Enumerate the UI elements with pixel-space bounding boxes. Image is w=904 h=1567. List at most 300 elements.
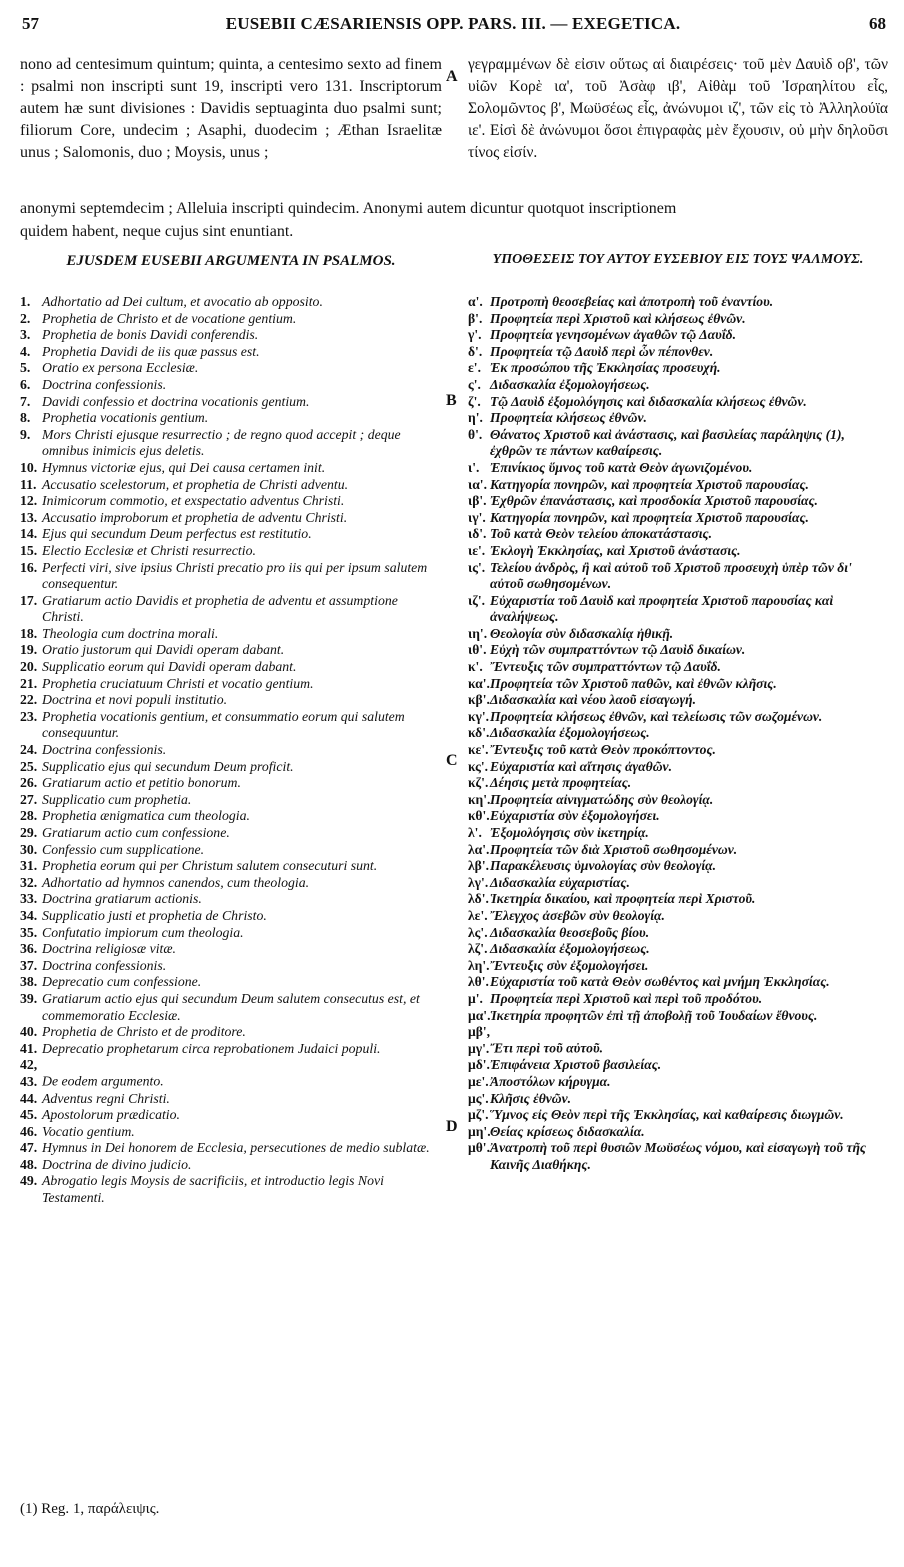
argument-item xyxy=(20,825,442,842)
margin-marker-a: A xyxy=(446,68,458,85)
argument-text: Τοῦ κατὰ Θεὸν τελείου ἀποκατάστασις. xyxy=(490,526,712,542)
argument-number: μζ'. xyxy=(468,1107,489,1123)
argument-item xyxy=(20,958,442,975)
argument-number: λβ'. xyxy=(468,858,490,874)
argument-item xyxy=(20,543,442,560)
argument-text: Διδασκαλία εὐχαριστίας. xyxy=(490,874,630,890)
argument-text: Εὐχαριστία τοῦ κατὰ Θεὸν σωθέντος καὶ μνήμη Ἐκκλησίας. xyxy=(490,974,830,990)
argument-number: θ'. xyxy=(468,426,483,442)
argument-item xyxy=(20,344,442,361)
argument-number: 38. xyxy=(20,974,38,990)
argument-item xyxy=(468,692,888,709)
argument-number: κδ'. xyxy=(468,725,490,741)
argument-text: Adhortatio ad hymnos canendos, cum theologia. xyxy=(42,874,310,890)
argument-text: Adventus regni Christi. xyxy=(42,1090,170,1106)
argument-number: μη'. xyxy=(468,1123,491,1139)
latin-section-heading: EJUSDEM EUSEBII ARGUMENTA IN PSALMOS. xyxy=(66,253,396,269)
argument-number: κε'. xyxy=(468,742,489,758)
argument-text: Ἔτι περὶ τοῦ αὐτοῦ. xyxy=(490,1040,603,1056)
intro-full-line: anonymi septemdecim ; Alleluia inscripti quindecim. Anonymi autem dicuntur quotquot inscriptionem xyxy=(20,200,677,217)
argument-number: λδ'. xyxy=(468,891,489,907)
argument-item xyxy=(468,991,888,1008)
argument-item xyxy=(468,676,888,693)
argument-number: 11. xyxy=(20,476,37,492)
argument-item xyxy=(468,1008,888,1025)
argument-number: 18. xyxy=(20,625,38,641)
header-title: EUSEBII CÆSARIENSIS OPP. PARS. III. — EXEGETICA. xyxy=(225,14,681,33)
argument-item xyxy=(468,1024,888,1057)
argument-number: μθ'. xyxy=(468,1140,490,1156)
argument-text: Abrogatio legis Moysis de sacrificiis, et introductio legis Novi Testamenti. xyxy=(42,1173,384,1206)
argument-text: Prophetia vocationis gentium, et consummatio eorum qui salutem consequuntur. xyxy=(42,708,405,741)
argument-item xyxy=(468,1057,888,1074)
argument-text: Προφητεία περὶ Χριστοῦ καὶ περὶ τοῦ προδότου. xyxy=(490,990,763,1006)
argument-text: Doctrina religiosæ vitæ. xyxy=(42,941,177,957)
greek-section-heading-wrap xyxy=(468,251,888,268)
argument-text: Prophetia de bonis Davidi conferendis. xyxy=(42,327,259,343)
argument-text: Κλῆσις ἐθνῶν. xyxy=(490,1090,572,1106)
argument-item xyxy=(20,327,442,344)
argument-item xyxy=(468,311,888,328)
intro-latin: nono ad centesimum quintum; quinta, a centesimo sexto ad finem : psalmi non inscripti sunt 19, inscripti vero 131. Inscriptorum autem hæ sunt divisiones : Davidis septuaginta duo psalmi sunt; filiorum Core, undecim ; Asaphi, duodecim ; Æthan Israelitæ unus ; Salomonis, duo ; Moysis, unus ; xyxy=(20,56,442,161)
argument-item xyxy=(468,360,888,377)
argument-number: ι'. xyxy=(468,459,480,475)
argument-number: 16. xyxy=(20,559,38,575)
argument-number: κα'. xyxy=(468,675,490,691)
argument-item xyxy=(20,692,442,709)
greek-arguments xyxy=(468,294,888,1173)
argument-text: Accusatio improborum et prophetia de adventu Christi. xyxy=(42,509,348,525)
argument-number: 2. xyxy=(20,310,31,326)
argument-number: 9. xyxy=(20,426,31,442)
argument-item xyxy=(468,1124,888,1141)
argument-text: Ἔντευξις σὺν ἐξομολογήσει. xyxy=(490,957,649,973)
argument-text: Doctrina confessionis. xyxy=(42,376,167,392)
argument-number: α'. xyxy=(468,294,483,309)
argument-text: Ἔντευξις τῶν συμπραττόντων τῷ Δαυΐδ. xyxy=(490,659,721,675)
argument-item xyxy=(468,593,888,626)
argument-item xyxy=(468,725,888,742)
argument-text: Doctrina et novi populi institutio. xyxy=(42,692,228,708)
argument-item xyxy=(468,709,888,726)
argument-item xyxy=(20,311,442,328)
argument-item xyxy=(20,842,442,859)
argument-item xyxy=(20,908,442,925)
argument-number: 32. xyxy=(20,874,38,890)
argument-text: Davidi confessio et doctrina vocationis gentium. xyxy=(42,393,310,409)
argument-number: 12. xyxy=(20,493,38,509)
argument-number: 13. xyxy=(20,509,38,525)
argument-text: Electio Ecclesiæ et Christi resurrectio. xyxy=(42,542,256,558)
argument-text: Prophetia eorum qui per Christum salutem consecuturi sunt. xyxy=(42,858,378,874)
argument-text: Supplicatio justi et prophetia de Christo. xyxy=(42,907,267,923)
intro-last-line: quidem habent, neque cujus sint enuntiant. xyxy=(20,223,294,240)
argument-number: 4. xyxy=(20,343,31,359)
argument-text: Deprecatio prophetarum circa reprobationem Judaici populi. xyxy=(42,1040,381,1056)
argument-number: δ'. xyxy=(468,343,483,359)
argument-item xyxy=(468,1140,888,1173)
argument-number: ιη'. xyxy=(468,625,488,641)
argument-text: Ἀνατροπὴ τοῦ περὶ θυσιῶν Μωϋσέως νόμου, καὶ εἰσαγωγὴ τοῦ τῆς Καινῆς Διαθήκης. xyxy=(490,1140,866,1172)
argument-item xyxy=(468,1107,888,1124)
argument-text: Gratiarum actio et petitio bonorum. xyxy=(42,775,241,791)
argument-number: 6. xyxy=(20,376,31,392)
argument-text: Apostolorum prædicatio. xyxy=(42,1107,180,1123)
argument-item xyxy=(468,908,888,925)
argument-text: Gratiarum actio Davidis et prophetia de adventu et assumptione Christi. xyxy=(42,592,398,625)
argument-text: Prophetia vocationis gentium. xyxy=(42,410,209,426)
argument-item xyxy=(20,410,442,427)
argument-item xyxy=(20,1157,442,1174)
argument-number: η'. xyxy=(468,410,483,426)
argument-text: Προφητεία κλήσεως ἐθνῶν, καὶ τελείωσις τῶν σωζομένων. xyxy=(490,708,823,724)
argument-item xyxy=(20,1024,442,1041)
argument-number: 39. xyxy=(20,990,38,1006)
argument-text: Doctrina confessionis. xyxy=(42,957,167,973)
argument-number: ια'. xyxy=(468,476,487,492)
argument-item xyxy=(468,377,888,394)
argument-text: Ἐκ προσώπου τῆς Ἐκκλησίας προσευχή. xyxy=(490,360,721,376)
argument-text: Gratiarum actio cum confessione. xyxy=(42,825,230,840)
argument-number: 47. xyxy=(20,1140,38,1156)
argument-number: 22. xyxy=(20,692,38,708)
argument-text: Θάνατος Χριστοῦ καὶ ἀνάστασις, καὶ βασιλείας παράληψις (1), ἐχθρῶν τε πάντων καθαίρεσις. xyxy=(490,426,845,459)
argument-number: 28. xyxy=(20,808,38,824)
argument-number: 29. xyxy=(20,825,38,840)
argument-number: 46. xyxy=(20,1123,38,1139)
argument-item xyxy=(20,1140,442,1157)
argument-item xyxy=(20,1124,442,1141)
intro-greek: γεγραμμένων δὲ εἰσιν οὕτως αἱ διαιρέσεις· τοῦ μὲν Δαυὶδ οβ', τῶν υἱῶν Κορὲ ια', τοῦ Ἀσὰφ ιβ', Αἰθὰμ τοῦ Ἰσραηλίτου εἷς, Σολομῶντος β', Μωϋσέως εἷς, ἀνώνυμοι ιζ', τῶν εἰς τὸ Ἀλληλούϊα ιε'. Εἰσὶ δὲ ἀνώνυμοι ὅσοι ἐπιγραφὰς μὲν ἔχουσιν, οὐ μὴν δηλοῦσι τίνος εἰσίν. xyxy=(468,56,888,161)
argument-text: Κατηγορία πονηρῶν, καὶ προφητεία Χριστοῦ παρουσίας. xyxy=(490,476,809,492)
argument-item xyxy=(468,742,888,759)
argument-item xyxy=(468,891,888,908)
argument-text: Confessio cum supplicatione. xyxy=(42,841,205,857)
argument-item xyxy=(468,394,888,411)
argument-item xyxy=(468,560,888,593)
latin-section-heading-wrap xyxy=(20,253,442,270)
argument-item xyxy=(468,792,888,809)
argument-item xyxy=(468,941,888,958)
argument-text: Ὕμνος εἰς Θεὸν περὶ τῆς Ἐκκλησίας, καὶ καθαίρεσις διωγμῶν. xyxy=(490,1107,844,1123)
argument-text: Διδασκαλία θεοσεβοῦς βίου. xyxy=(490,924,650,940)
argument-item xyxy=(468,842,888,859)
argument-number: 3. xyxy=(20,327,31,343)
argument-text: Prophetia de Christo et de proditore. xyxy=(42,1024,246,1040)
argument-text: Ἱκετηρία προφητῶν ἐπὶ τῇ ἀποβολῇ τοῦ Ἰουδαίων ἔθνους. xyxy=(490,1007,818,1023)
argument-text: Διδασκαλία ἐξομολογήσεως. xyxy=(490,941,650,957)
argument-item xyxy=(20,642,442,659)
argument-item xyxy=(20,294,442,311)
argument-text: Θείας κρίσεως διδασκαλία. xyxy=(490,1123,645,1139)
argument-number: ιγ'. xyxy=(468,509,486,525)
argument-number: ιθ'. xyxy=(468,642,487,658)
argument-number: ιβ'. xyxy=(468,493,487,509)
argument-text: Confutatio impiorum cum theologia. xyxy=(42,924,244,940)
argument-item xyxy=(468,659,888,676)
argument-number: 41. xyxy=(20,1040,38,1056)
argument-item xyxy=(20,510,442,527)
argument-item xyxy=(20,1041,442,1058)
argument-number: κη'. xyxy=(468,791,491,807)
argument-text: Εὐχαριστία τοῦ Δαυὶδ καὶ προφητεία Χριστοῦ παρουσίας καὶ ἀναλήψεως. xyxy=(490,592,834,625)
argument-item xyxy=(468,526,888,543)
argument-text: Κατηγορία πονηρῶν, καὶ προφητεία Χριστοῦ παρουσίας. xyxy=(490,509,809,525)
argument-item xyxy=(468,294,888,311)
argument-item xyxy=(468,642,888,659)
argument-text: Προφητεία κλήσεως ἐθνῶν. xyxy=(490,410,647,426)
argument-text: Theologia cum doctrina morali. xyxy=(42,625,219,641)
argument-item xyxy=(468,344,888,361)
argument-text: De eodem argumento. xyxy=(42,1073,164,1089)
argument-text: Ἐπινίκιος ὕμνος τοῦ κατὰ Θεὸν ἀγωνιζομένου. xyxy=(490,459,753,475)
argument-item xyxy=(20,460,442,477)
argument-number: β'. xyxy=(468,310,483,326)
argument-item xyxy=(468,460,888,477)
argument-text: Ejus qui secundum Deum perfectus est restitutio. xyxy=(42,526,312,542)
argument-text: Accusatio scelestorum, et prophetia de Christi adventu. xyxy=(42,476,349,492)
argument-text: Deprecatio cum confessione. xyxy=(42,974,202,990)
argument-item xyxy=(468,427,888,460)
argument-number: λζ'. xyxy=(468,941,488,957)
argument-text: Hymnus victoriæ ejus, qui Dei causa certamen init. xyxy=(42,459,326,475)
argument-text: Ἐκλογὴ Ἐκκλησίας, καὶ Χριστοῦ ἀνάστασις. xyxy=(490,542,741,558)
page-number-left: 57 xyxy=(22,14,39,33)
argument-number: 26. xyxy=(20,775,38,791)
argument-number: λα'. xyxy=(468,841,490,857)
argument-number: 15. xyxy=(20,542,38,558)
argument-number: 33. xyxy=(20,891,38,907)
argument-item xyxy=(468,1091,888,1108)
argument-text: Διδασκαλία ἐξομολογήσεως. xyxy=(490,376,650,392)
argument-item xyxy=(468,759,888,776)
argument-number: 37. xyxy=(20,957,38,973)
argument-text: Προφητεία γενησομένων ἀγαθῶν τῷ Δαυΐδ. xyxy=(490,327,736,343)
argument-number: 1. xyxy=(20,294,31,309)
argument-text: Ἔλεγχος ἀσεβῶν σὺν θεολογίᾳ. xyxy=(490,907,665,923)
argument-number: 31. xyxy=(20,858,38,874)
argument-item xyxy=(468,875,888,892)
argument-text: Ἱκετηρία δικαίου, καὶ προφητεία περὶ Χριστοῦ. xyxy=(490,891,756,907)
argument-text: Adhortatio ad Dei cultum, et avocatio ab opposito. xyxy=(42,294,323,309)
argument-number: 17. xyxy=(20,592,38,608)
argument-item xyxy=(20,891,442,908)
argument-item xyxy=(20,1173,442,1206)
margin-marker-d: D xyxy=(446,1118,458,1135)
page-number-right: 68 xyxy=(869,14,886,33)
argument-item xyxy=(468,493,888,510)
margin-marker-b: B xyxy=(446,392,457,409)
argument-item xyxy=(20,659,442,676)
argument-item xyxy=(20,759,442,776)
argument-number: 45. xyxy=(20,1107,38,1123)
argument-text: Τελείου ἀνδρὸς, ἢ καὶ αὐτοῦ τοῦ Χριστοῦ προσευχὴ ὑπὲρ τῶν δι' αὐτοῦ σωθησομένων. xyxy=(490,559,852,592)
argument-number: 35. xyxy=(20,924,38,940)
argument-text: Προτροπὴ θεοσεβείας καὶ ἀποτροπὴ τοῦ ἐναντίου. xyxy=(490,294,774,309)
argument-number: 7. xyxy=(20,393,31,409)
argument-text: Ἐξομολόγησις σὺν ἱκετηρίᾳ. xyxy=(490,825,649,840)
argument-item xyxy=(20,1091,442,1108)
argument-item xyxy=(20,593,442,626)
argument-item xyxy=(468,925,888,942)
greek-argument-list xyxy=(468,294,888,1173)
argument-text: Doctrina confessionis. xyxy=(42,742,167,758)
argument-number: λγ'. xyxy=(468,874,489,890)
argument-number: λθ'. xyxy=(468,974,489,990)
argument-number: ιε'. xyxy=(468,542,486,558)
argument-item xyxy=(468,958,888,975)
argument-text: Διδασκαλία ἐξομολογήσεως. xyxy=(490,725,650,741)
argument-item xyxy=(20,875,442,892)
argument-number: 36. xyxy=(20,941,38,957)
argument-item xyxy=(468,858,888,875)
argument-number: κγ'. xyxy=(468,708,490,724)
argument-text: Προφητεία τῷ Δαυὶδ περὶ ὧν πέπονθεν. xyxy=(490,343,714,359)
argument-number: ζ'. xyxy=(468,393,481,409)
greek-section-heading: ΥΠΟΘΕΣΕΙΣ ΤΟΥ ΑΥΤΟΥ ΕΥΣΕΒΙΟΥ ΕΙΣ ΤΟΥΣ ΨΑΛΜΟΥΣ. xyxy=(492,252,864,267)
argument-number: 25. xyxy=(20,758,38,774)
argument-item xyxy=(20,792,442,809)
argument-text: Oratio justorum qui Davidi operam dabant. xyxy=(42,642,285,658)
argument-text: Εὐχὴ τῶν συμπραττόντων τῷ Δαυὶδ δικαίων. xyxy=(490,642,746,658)
argument-number: 49. xyxy=(20,1173,38,1189)
argument-number: ε'. xyxy=(468,360,481,376)
argument-number: 48. xyxy=(20,1156,38,1172)
argument-number: 14. xyxy=(20,526,38,542)
argument-number: 42, 43. xyxy=(20,1057,38,1089)
argument-number: 10. xyxy=(20,459,38,475)
argument-item xyxy=(20,709,442,742)
argument-number: 24. xyxy=(20,742,38,758)
running-header xyxy=(16,14,890,38)
argument-number: με'. xyxy=(468,1073,489,1089)
argument-number: 44. xyxy=(20,1090,38,1106)
argument-text: Prophetia de Christo et de vocatione gentium. xyxy=(42,310,297,326)
latin-arguments xyxy=(20,294,442,1207)
argument-item xyxy=(468,974,888,991)
argument-item xyxy=(20,626,442,643)
argument-number: γ'. xyxy=(468,327,482,343)
argument-text: Doctrina de divino judicio. xyxy=(42,1156,192,1172)
argument-number: 34. xyxy=(20,907,38,923)
latin-argument-list xyxy=(20,294,442,1207)
argument-item xyxy=(20,1057,442,1090)
argument-item xyxy=(20,808,442,825)
argument-text: Mors Christi ejusque resurrectio ; de regno quod accepit ; deque omnibus inimicis ejus deletis. xyxy=(42,426,401,459)
argument-text: Προφητεία τῶν διὰ Χριστοῦ σωθησομένων. xyxy=(490,841,738,857)
argument-number: μβ', μγ'. xyxy=(468,1024,491,1056)
footnote: (1) Reg. 1, παράλειψις. xyxy=(20,1501,160,1517)
argument-number: κθ'. xyxy=(468,808,490,824)
argument-text: Ἀποστόλων κήρυγμα. xyxy=(490,1073,611,1089)
argument-number: ις'. xyxy=(468,559,486,575)
argument-item xyxy=(468,327,888,344)
argument-text: Hymnus in Dei honorem de Ecclesia, persecutiones de medio sublatæ. xyxy=(42,1140,430,1156)
argument-number: μς'. xyxy=(468,1090,489,1106)
argument-number: λε'. xyxy=(468,907,488,923)
argument-item xyxy=(20,377,442,394)
argument-text: Supplicatio ejus qui secundum Deum proficit. xyxy=(42,758,294,774)
argument-item xyxy=(20,360,442,377)
argument-item xyxy=(468,510,888,527)
argument-number: κβ'. xyxy=(468,692,490,708)
argument-number: ς'. xyxy=(468,376,481,392)
argument-text: Εὐχαριστία σὺν ἐξομολογήσει. xyxy=(490,808,660,824)
argument-text: Oratio ex persona Ecclesiæ. xyxy=(42,360,199,376)
argument-item xyxy=(20,775,442,792)
argument-item xyxy=(20,427,442,460)
argument-item xyxy=(20,493,442,510)
argument-text: Supplicatio cum prophetia. xyxy=(42,791,192,807)
argument-item xyxy=(20,742,442,759)
argument-item xyxy=(20,1107,442,1124)
argument-item xyxy=(468,808,888,825)
argument-text: Εὐχαριστία καὶ αἴτησις ἀγαθῶν. xyxy=(490,758,672,774)
argument-number: ιδ'. xyxy=(468,526,487,542)
argument-item xyxy=(20,941,442,958)
argument-number: ιζ'. xyxy=(468,592,486,608)
argument-item xyxy=(20,526,442,543)
argument-number: λς'. xyxy=(468,924,488,940)
argument-number: 19. xyxy=(20,642,38,658)
argument-number: 40. xyxy=(20,1024,38,1040)
margin-marker-c: C xyxy=(446,752,458,769)
argument-number: 27. xyxy=(20,791,38,807)
argument-text: Vocatio gentium. xyxy=(42,1123,135,1139)
argument-item xyxy=(20,991,442,1024)
argument-text: Δέησις μετὰ προφητείας. xyxy=(490,775,632,791)
argument-item xyxy=(468,1074,888,1091)
argument-item xyxy=(20,477,442,494)
argument-text: Supplicatio eorum qui Davidi operam dabant. xyxy=(42,659,297,675)
argument-number: 30. xyxy=(20,841,38,857)
argument-number: 21. xyxy=(20,675,38,691)
argument-text: Inimicorum commotio, et exspectatio adventus Christi. xyxy=(42,493,345,509)
argument-item xyxy=(20,974,442,991)
argument-number: λ'. xyxy=(468,825,482,840)
argument-number: κς'. xyxy=(468,758,489,774)
argument-number: 23. xyxy=(20,708,38,724)
argument-text: Doctrina gratiarum actionis. xyxy=(42,891,202,907)
argument-text: Ἐπιφάνεια Χριστοῦ βασιλείας. xyxy=(490,1057,662,1073)
argument-number: μ'. xyxy=(468,990,483,1006)
argument-number: 8. xyxy=(20,410,31,426)
argument-text: Διδασκαλία καὶ νέου λαοῦ εἰσαγωγή. xyxy=(490,692,697,708)
argument-item xyxy=(468,543,888,560)
argument-text: Prophetia Davidi de iis quæ passus est. xyxy=(42,343,260,359)
argument-text: Prophetia ænigmatica cum theologia. xyxy=(42,808,250,824)
argument-item xyxy=(468,825,888,842)
argument-number: μδ'. xyxy=(468,1057,490,1073)
argument-text: Προφητεία περὶ Χριστοῦ καὶ κλήσεως ἐθνῶν. xyxy=(490,310,746,326)
argument-item xyxy=(468,775,888,792)
argument-text: Τῷ Δαυὶδ ἐξομολόγησις καὶ διδασκαλία κλήσεως ἐθνῶν. xyxy=(490,393,807,409)
argument-text: Prophetia cruciatuum Christi et vocatio gentium. xyxy=(42,675,314,691)
argument-item xyxy=(20,858,442,875)
argument-text: Παρακέλευσις ὑμνολογίας σὺν θεολογίᾳ. xyxy=(490,858,717,874)
argument-number: 5. xyxy=(20,360,31,376)
argument-text: Προφητεία αἰνιγματώδης σὺν θεολογίᾳ. xyxy=(490,791,714,807)
argument-number: κζ'. xyxy=(468,775,489,791)
argument-text: Perfecti viri, sive ipsius Christi precatio pro iis qui per ipsum salutem consequentur. xyxy=(42,559,428,592)
argument-text: Προφητεία τῶν Χριστοῦ παθῶν, καὶ ἐθνῶν κλῆσις. xyxy=(490,675,777,691)
argument-item xyxy=(20,394,442,411)
argument-item xyxy=(20,925,442,942)
argument-number: 20. xyxy=(20,659,38,675)
argument-item xyxy=(468,626,888,643)
argument-text: Ἐχθρῶν ἐπανάστασις, καὶ προσδοκία Χριστοῦ παρουσίας. xyxy=(490,493,818,509)
argument-number: λη'. xyxy=(468,957,490,973)
